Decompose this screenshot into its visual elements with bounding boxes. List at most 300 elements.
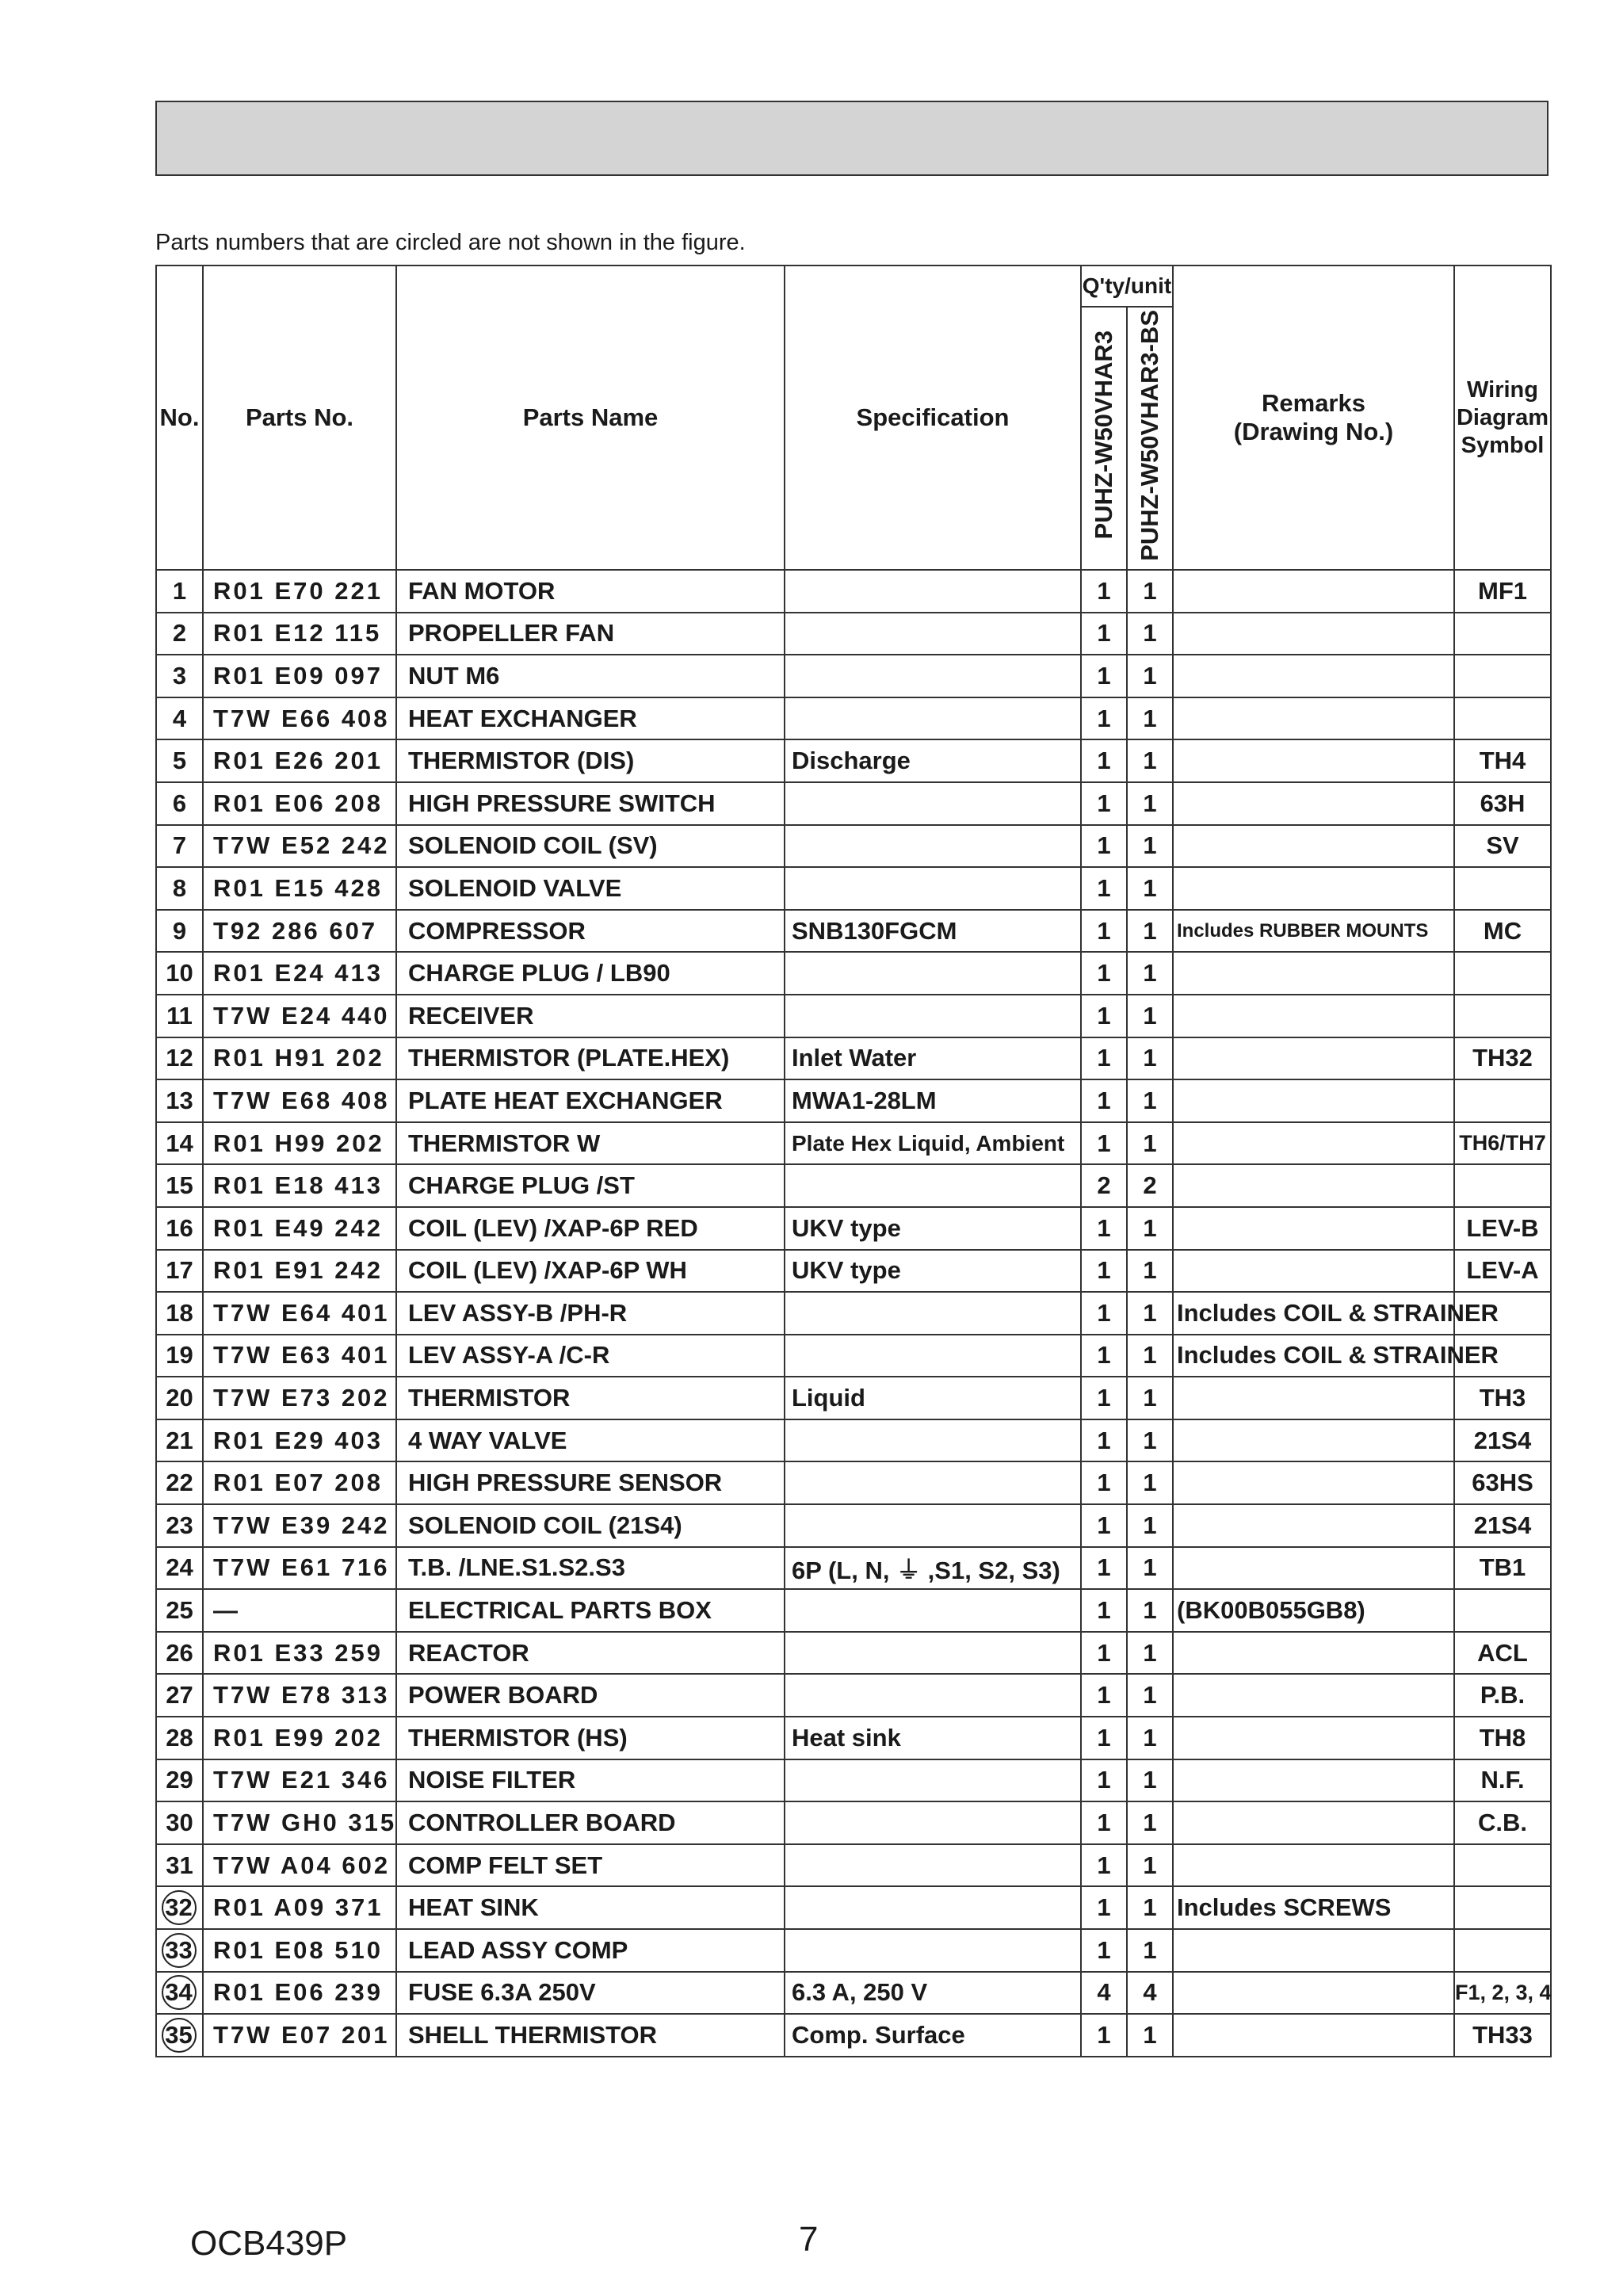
header-model-1 [1081,307,1127,570]
part-specification: Liquid [785,1377,1081,1419]
qty-model-1: 1 [1081,739,1127,782]
part-code: R01 E09 097 [203,655,396,697]
part-name: POWER BOARD [396,1674,785,1717]
part-remarks [1173,1122,1454,1165]
wiring-symbol: TH6/TH7 [1454,1122,1551,1165]
wiring-symbol [1454,1929,1551,1972]
part-code: T7W E24 440 [203,995,396,1037]
header-wiring-line2: Diagram [1456,404,1549,430]
table-row [156,1844,1551,1887]
part-specification [785,952,1081,995]
qty-model-1: 1 [1081,995,1127,1037]
qty-model-2: 1 [1127,2014,1173,2057]
table-row [156,1504,1551,1547]
part-remarks [1173,1504,1454,1547]
table-row [156,1079,1551,1122]
table-row [156,1461,1551,1504]
part-specification [785,1461,1081,1504]
part-name: SOLENOID COIL (21S4) [396,1504,785,1547]
part-number-index: 29 [156,1759,203,1802]
part-specification [785,613,1081,655]
qty-model-2: 1 [1127,1250,1173,1293]
part-number-index: 24 [156,1547,203,1590]
part-remarks [1173,570,1454,613]
table-row [156,867,1551,910]
part-specification: Inlet Water [785,1037,1081,1080]
qty-model-2: 1 [1127,995,1173,1037]
part-number-index: 22 [156,1461,203,1504]
header-model-2-label: PUHZ-W50VHAR3-BS [1136,309,1163,561]
wiring-symbol [1454,1886,1551,1929]
part-specification [785,1164,1081,1207]
wiring-symbol: SV [1454,825,1551,868]
part-specification: 6P (L, N, ⏚ ,S1, S2, S3) [785,1547,1081,1590]
qty-model-2: 1 [1127,1335,1173,1377]
part-name: LEV ASSY-A /C-R [396,1335,785,1377]
qty-model-2: 1 [1127,1674,1173,1717]
wiring-symbol: ACL [1454,1632,1551,1675]
part-remarks [1173,739,1454,782]
qty-model-2: 1 [1127,739,1173,782]
part-code: T7W E63 401 [203,1335,396,1377]
part-remarks [1173,1377,1454,1419]
table-row [156,697,1551,740]
table-row [156,1335,1551,1377]
part-remarks [1173,697,1454,740]
part-specification [785,782,1081,825]
qty-model-1: 1 [1081,825,1127,868]
part-code: T7W E21 346 [203,1759,396,1802]
part-name: COIL (LEV) /XAP-6P WH [396,1250,785,1293]
circled-part-number: 35 [162,2018,197,2053]
part-code: R01 E24 413 [203,952,396,995]
part-name: CHARGE PLUG / LB90 [396,952,785,995]
table-row [156,570,1551,613]
qty-model-2: 2 [1127,1164,1173,1207]
part-name: FAN MOTOR [396,570,785,613]
qty-model-1: 1 [1081,1801,1127,1844]
qty-model-2: 1 [1127,825,1173,868]
wiring-symbol: TH8 [1454,1717,1551,1759]
part-number-index: 26 [156,1632,203,1675]
circled-part-number: 34 [162,1975,197,2010]
header-wiring-line1: Wiring [1467,376,1538,403]
header-wiring-line3: Symbol [1461,432,1545,458]
part-specification [785,825,1081,868]
part-specification [785,1801,1081,1844]
header-remarks-drawing-no: (Drawing No.) [1233,418,1394,445]
part-specification [785,1632,1081,1675]
part-specification [785,1589,1081,1632]
part-number-index: 7 [156,825,203,868]
part-code: R01 E91 242 [203,1250,396,1293]
part-name: HIGH PRESSURE SWITCH [396,782,785,825]
part-number-index: 17 [156,1250,203,1293]
wiring-symbol: MF1 [1454,570,1551,613]
table-row [156,1419,1551,1462]
part-code: T7W E64 401 [203,1292,396,1335]
wiring-symbol: F1, 2, 3, 4 [1454,1972,1551,2015]
part-code: R01 E99 202 [203,1717,396,1759]
part-number-index [156,1886,203,1929]
wiring-symbol: TB1 [1454,1547,1551,1590]
part-name: THERMISTOR [396,1377,785,1419]
part-name: CONTROLLER BOARD [396,1801,785,1844]
footer-page-number: 7 [799,2220,819,2259]
qty-model-2: 1 [1127,952,1173,995]
table-row [156,1164,1551,1207]
header-model-2 [1127,307,1173,570]
header-model-1-label: PUHZ-W50VHAR3 [1090,330,1117,540]
qty-model-1: 1 [1081,1674,1127,1717]
wiring-symbol [1454,1844,1551,1887]
part-name: PROPELLER FAN [396,613,785,655]
qty-model-1: 1 [1081,1292,1127,1335]
part-code: R01 E06 239 [203,1972,396,2015]
part-remarks: Includes RUBBER MOUNTS [1173,910,1454,953]
part-specification [785,1886,1081,1929]
qty-model-1: 1 [1081,2014,1127,2057]
part-code: T7W E39 242 [203,1504,396,1547]
section-title-bar [155,101,1549,176]
part-remarks [1173,655,1454,697]
qty-model-1: 1 [1081,570,1127,613]
part-specification [785,1335,1081,1377]
wiring-symbol [1454,1164,1551,1207]
part-name: HEAT EXCHANGER [396,697,785,740]
part-number-index: 2 [156,613,203,655]
part-name: COMP FELT SET [396,1844,785,1887]
header-no: No. [156,266,203,570]
part-specification: Comp. Surface [785,2014,1081,2057]
qty-model-2: 1 [1127,613,1173,655]
qty-model-2: 1 [1127,1419,1173,1462]
qty-model-1: 4 [1081,1972,1127,2015]
header-qty-unit: Q'ty/unit [1081,266,1173,307]
qty-model-2: 4 [1127,1972,1173,2015]
part-number-index: 6 [156,782,203,825]
part-specification: Discharge [785,739,1081,782]
part-code: R01 E15 428 [203,867,396,910]
part-remarks [1173,1250,1454,1293]
part-code: T7W E73 202 [203,1377,396,1419]
part-remarks [1173,1972,1454,2015]
part-specification: SNB130FGCM [785,910,1081,953]
part-name: CHARGE PLUG /ST [396,1164,785,1207]
part-name: SOLENOID VALVE [396,867,785,910]
wiring-symbol [1454,1079,1551,1122]
part-specification [785,995,1081,1037]
part-number-index: 3 [156,655,203,697]
wiring-symbol: 21S4 [1454,1504,1551,1547]
qty-model-2: 1 [1127,1844,1173,1887]
table-row [156,825,1551,868]
qty-model-1: 2 [1081,1164,1127,1207]
part-name: ELECTRICAL PARTS BOX [396,1589,785,1632]
qty-model-2: 1 [1127,1292,1173,1335]
qty-model-1: 1 [1081,1079,1127,1122]
part-number-index: 27 [156,1674,203,1717]
header-remarks-label: Remarks [1262,389,1365,417]
part-code: — [203,1589,396,1632]
qty-model-1: 1 [1081,655,1127,697]
qty-model-1: 1 [1081,1419,1127,1462]
part-code: T7W E07 201 [203,2014,396,2057]
qty-model-2: 1 [1127,697,1173,740]
qty-model-2: 1 [1127,782,1173,825]
table-row [156,1801,1551,1844]
part-specification [785,1929,1081,1972]
table-row [156,1377,1551,1419]
wiring-symbol: 63HS [1454,1461,1551,1504]
qty-model-1: 1 [1081,697,1127,740]
qty-model-1: 1 [1081,1377,1127,1419]
qty-model-1: 1 [1081,1122,1127,1165]
part-name: PLATE HEAT EXCHANGER [396,1079,785,1122]
header-specification: Specification [785,266,1081,570]
part-number-index: 30 [156,1801,203,1844]
part-name: SHELL THERMISTOR [396,2014,785,2057]
qty-model-1: 1 [1081,1207,1127,1250]
part-code: R01 A09 371 [203,1886,396,1929]
part-remarks [1173,1079,1454,1122]
part-name: COMPRESSOR [396,910,785,953]
part-specification [785,655,1081,697]
part-remarks [1173,1164,1454,1207]
part-name: FUSE 6.3A 250V [396,1972,785,2015]
part-number-index [156,1972,203,2015]
part-number-index: 10 [156,952,203,995]
circled-part-number: 32 [162,1890,197,1925]
header-parts-no: Parts No. [203,266,396,570]
part-specification [785,570,1081,613]
parts-table [155,265,1552,2057]
qty-model-2: 1 [1127,1377,1173,1419]
part-name: THERMISTOR (HS) [396,1717,785,1759]
qty-model-2: 1 [1127,1122,1173,1165]
part-number-index: 8 [156,867,203,910]
part-remarks [1173,1207,1454,1250]
wiring-symbol: TH4 [1454,739,1551,782]
part-remarks: Includes SCREWS [1173,1886,1454,1929]
part-name: THERMISTOR (PLATE.HEX) [396,1037,785,1080]
part-number-index: 5 [156,739,203,782]
table-row [156,739,1551,782]
part-code: T7W E52 242 [203,825,396,868]
part-remarks [1173,1037,1454,1080]
wiring-symbol: LEV-A [1454,1250,1551,1293]
part-remarks [1173,613,1454,655]
qty-model-1: 1 [1081,1759,1127,1802]
part-number-index: 4 [156,697,203,740]
part-number-index: 15 [156,1164,203,1207]
part-specification [785,1419,1081,1462]
part-specification [785,1759,1081,1802]
part-number-index: 23 [156,1504,203,1547]
part-code: R01 E18 413 [203,1164,396,1207]
qty-model-1: 1 [1081,1632,1127,1675]
table-row [156,1122,1551,1165]
qty-model-2: 1 [1127,1037,1173,1080]
qty-model-1: 1 [1081,910,1127,953]
part-code: T7W E61 716 [203,1547,396,1590]
wiring-symbol: MC [1454,910,1551,953]
part-remarks [1173,1929,1454,1972]
table-row [156,1759,1551,1802]
wiring-symbol: 63H [1454,782,1551,825]
qty-model-1: 1 [1081,1589,1127,1632]
part-number-index: 19 [156,1335,203,1377]
qty-model-2: 1 [1127,1929,1173,1972]
qty-model-2: 1 [1127,1886,1173,1929]
qty-model-2: 1 [1127,1759,1173,1802]
part-name: THERMISTOR (DIS) [396,739,785,782]
qty-model-2: 1 [1127,1589,1173,1632]
part-number-index: 18 [156,1292,203,1335]
table-row [156,995,1551,1037]
qty-model-1: 1 [1081,1461,1127,1504]
table-row [156,1632,1551,1675]
part-number-index: 16 [156,1207,203,1250]
qty-model-1: 1 [1081,1717,1127,1759]
part-name: LEV ASSY-B /PH-R [396,1292,785,1335]
table-row [156,655,1551,697]
wiring-symbol [1454,995,1551,1037]
part-number-index: 14 [156,1122,203,1165]
part-remarks [1173,1632,1454,1675]
part-specification [785,1292,1081,1335]
table-row [156,2014,1551,2057]
wiring-symbol [1454,1589,1551,1632]
part-specification [785,1844,1081,1887]
part-number-index [156,2014,203,2057]
wiring-symbol: TH32 [1454,1037,1551,1080]
part-number-index: 1 [156,570,203,613]
part-name: RECEIVER [396,995,785,1037]
part-specification: MWA1-28LM [785,1079,1081,1122]
part-remarks [1173,1674,1454,1717]
footer-doc-code: OCB439P [190,2224,348,2263]
part-name: LEAD ASSY COMP [396,1929,785,1972]
part-code: T7W E78 313 [203,1674,396,1717]
table-row [156,1250,1551,1293]
parts-table-body [156,570,1551,2057]
part-code: T7W A04 602 [203,1844,396,1887]
part-code: R01 E49 242 [203,1207,396,1250]
part-remarks [1173,1759,1454,1802]
qty-model-2: 1 [1127,1717,1173,1759]
table-row [156,1589,1551,1632]
part-code: R01 E33 259 [203,1632,396,1675]
part-number-index: 25 [156,1589,203,1632]
qty-model-2: 1 [1127,1801,1173,1844]
qty-model-2: 1 [1127,1461,1173,1504]
qty-model-1: 1 [1081,867,1127,910]
qty-model-2: 1 [1127,867,1173,910]
part-name: THERMISTOR W [396,1122,785,1165]
table-row [156,1037,1551,1080]
table-row [156,613,1551,655]
qty-model-1: 1 [1081,952,1127,995]
part-number-index: 31 [156,1844,203,1887]
part-specification [785,867,1081,910]
qty-model-1: 1 [1081,1250,1127,1293]
qty-model-2: 1 [1127,1547,1173,1590]
part-code: R01 E29 403 [203,1419,396,1462]
part-code: R01 E08 510 [203,1929,396,1972]
wiring-symbol: 21S4 [1454,1419,1551,1462]
part-specification: UKV type [785,1207,1081,1250]
table-row [156,952,1551,995]
table-row [156,1717,1551,1759]
qty-model-2: 1 [1127,570,1173,613]
part-name: NUT M6 [396,655,785,697]
part-code: R01 H91 202 [203,1037,396,1080]
qty-model-1: 1 [1081,1037,1127,1080]
qty-model-1: 1 [1081,1844,1127,1887]
wiring-symbol [1454,867,1551,910]
qty-model-1: 1 [1081,1547,1127,1590]
wiring-symbol: TH33 [1454,2014,1551,2057]
part-specification: Heat sink [785,1717,1081,1759]
wiring-symbol [1454,697,1551,740]
table-row [156,1292,1551,1335]
wiring-symbol: N.F. [1454,1759,1551,1802]
wiring-symbol: LEV-B [1454,1207,1551,1250]
part-code: R01 E26 201 [203,739,396,782]
part-specification [785,697,1081,740]
part-number-index: 20 [156,1377,203,1419]
wiring-symbol [1454,952,1551,995]
part-remarks [1173,952,1454,995]
part-code: T7W E68 408 [203,1079,396,1122]
part-code: R01 E06 208 [203,782,396,825]
part-specification: 6.3 A, 250 V [785,1972,1081,2015]
part-number-index: 11 [156,995,203,1037]
qty-model-1: 1 [1081,1886,1127,1929]
part-remarks: (BK00B055GB8) [1173,1589,1454,1632]
part-code: T7W GH0 315 [203,1801,396,1844]
table-row [156,1972,1551,2015]
part-code: R01 H99 202 [203,1122,396,1165]
part-name: SOLENOID COIL (SV) [396,825,785,868]
part-remarks [1173,1801,1454,1844]
part-number-index: 28 [156,1717,203,1759]
qty-model-1: 1 [1081,613,1127,655]
table-row [156,782,1551,825]
part-code: R01 E07 208 [203,1461,396,1504]
part-name: HIGH PRESSURE SENSOR [396,1461,785,1504]
part-code: R01 E12 115 [203,613,396,655]
qty-model-2: 1 [1127,910,1173,953]
qty-model-2: 1 [1127,655,1173,697]
qty-model-2: 1 [1127,1632,1173,1675]
header-wiring-diagram-symbol [1454,266,1551,570]
part-specification: UKV type [785,1250,1081,1293]
part-remarks: Includes COIL & STRAINER [1173,1292,1454,1335]
table-row [156,1207,1551,1250]
part-code: R01 E70 221 [203,570,396,613]
qty-model-1: 1 [1081,782,1127,825]
part-remarks [1173,782,1454,825]
wiring-symbol: TH3 [1454,1377,1551,1419]
part-remarks [1173,1419,1454,1462]
part-specification [785,1504,1081,1547]
table-row [156,1547,1551,1590]
part-code: T92 286 607 [203,910,396,953]
part-specification: Plate Hex Liquid, Ambient [785,1122,1081,1165]
table-row [156,1886,1551,1929]
